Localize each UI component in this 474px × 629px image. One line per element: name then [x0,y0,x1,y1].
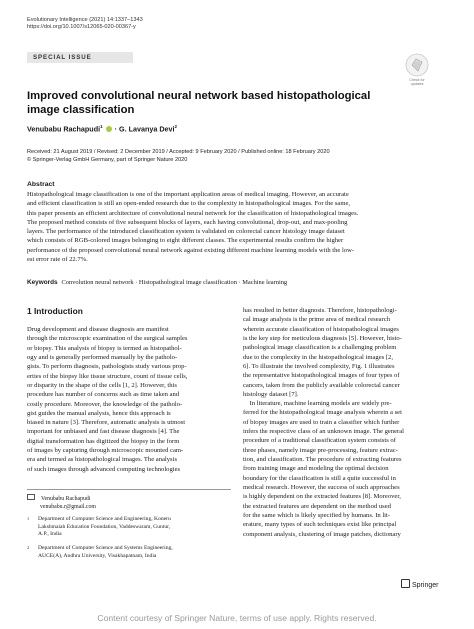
doi-link[interactable]: https://doi.org/10.1007/s12065-020-00367-y [27,24,136,31]
journal-header [27,17,143,32]
mail-icon [27,494,35,500]
corresponding-email[interactable]: venubabu.r@gmail.com [40,503,96,510]
special-issue-label: SPECIAL ISSUE [33,53,92,61]
section-heading: 1 Introduction [27,306,83,316]
check-for-updates-icon[interactable] [405,53,429,77]
author-name: Venubabu Rachapudi [27,124,101,134]
corresponding-author [27,494,96,512]
body-column-right: has resulted in better diagnosis. Therefore, histopathologi- cal image analysis is the prime area of medical research wherein accurate classification of histopathological images is the key step for meticulous diagnosis [5]. However, histo- pathological image classification is a challenging problem due to the complexity in the histopathological images [2, 6]. To illustrate the involved complexity, Fig. 1 illustrates the representative histopathological images of four types of cancers, taken from the publicly available colorectal cancer histology dataset [7]. In literature, machine learning models are widely pre- ferred for the histopathological image analysis wherein a set of biopsy images are used to train a classifier which further infers the respective class of an unknown image. The general procedure of a traditional classification system consists of three phases, namely image pre-processing, feature extrac- tion, and classification. The procedure of extracting features from training image and modeling the optimal decision boundary for the classification is still a quite successful in medical research. However, the success of such approaches is highly dependent on the extracted features [8]. Moreover, the extracted features are dependent on the method used for the same which is likely specified by humans. In lit- erature, many types of such techniques exist like principal component analysis, clustering of image patches, dictionary [243,307,404,538]
courtesy-notice: Content courtesy of Springer Nature, terms of use apply. Rights reserved. [97,613,377,623]
publication-dates: Received: 21 August 2019 / Revised: 2 December 2019 / Accepted: 9 February 2020 / Published online: 18 February 2020 © Springer-Verlag GmbH Germany, part of Springer Nature 2020 [27,149,330,163]
keywords-label: Keywords [27,279,58,286]
keywords-text: Convolution neural network · Histopathological image classification · Machine learning [61,279,288,286]
abstract-body: Histopathological image classification is one of the important application areas of medical imaging. However, an accurate and efficient classification is still an open-ended research due to the complexity in histopathological images. For the same, this paper presents an efficient architecture of convolutional neural network for the classification of histopathological images. The proposed method consists of five subsequent blocks of layers, each having convolutional, drop-out, and max-pooling layers. The performance of the introduced classification system is validated on colorectal cancer histology image dataset which consists of RGB-colored images belonging to eight different classes. The experimental results confirm the higher performance of the proposed convolutional neural network against existing different machine learning models with the low- est error rate of 22.7%. [27,191,359,264]
affiliation-2: 2 Department of Computer Science and Systems Engineering, AUCE(A), Andhra University, Visakhapatnam, India [27,545,173,559]
journal-citation: Evolutionary Intelligence (2021) 14:1337–1343 [27,17,143,23]
footnote-divider [27,489,231,490]
springer-logo: Springer [401,579,438,589]
check-for-updates-text: Check for updates [409,78,425,87]
corresponding-name: Venubabu Rachapudi [41,496,91,502]
paper-title: Improved convolutional neural network based histopathological image classification [27,90,371,117]
author-list: Venubabu Rachapudi$^1$ · G. Lavanya Devi$^2$ [27,124,178,134]
body-column-left: Drug development and disease diagnosis are manifest through the microscopic examination of the surgical samples or biopsy. This analysis of biopsy is termed as histopathol- ogy and is generally performed manually by the patholo- gists. To perform diagnosis, pathologists study various prop- erties of the biopsy like tissue structure, count of tissue cells, or disparity in the shape of the cells [1, 2]. However, this procedure has number of concerns such as time taken and costly procedure. Moreover, the knowledge of the patholo- gist guides the manual analysis, hence this approach is biased in nature [3]. Therefore, automatic analysis is utmost important for unbiased and fast disease diagnosis [4]. The digital transformation has digitized the biopsy in the form of images by capturing through microscopic mounted cam- era and termed as histopathological images. The analysis of such images through advanced computing technologies [27,326,188,473]
special-issue-banner [27,52,133,63]
orcid-icon[interactable] [106,126,112,132]
keywords [27,279,445,286]
abstract-heading: Abstract [27,181,55,188]
author-name: G. Lavanya Devi [119,124,175,134]
affiliation-1: 1 Department of Computer Science and Engineering, Koneru Lakshmaiah Education Foundation, Vaddeswaram, Guntur, A.P., India [27,516,171,538]
springer-horse-icon [401,579,410,588]
